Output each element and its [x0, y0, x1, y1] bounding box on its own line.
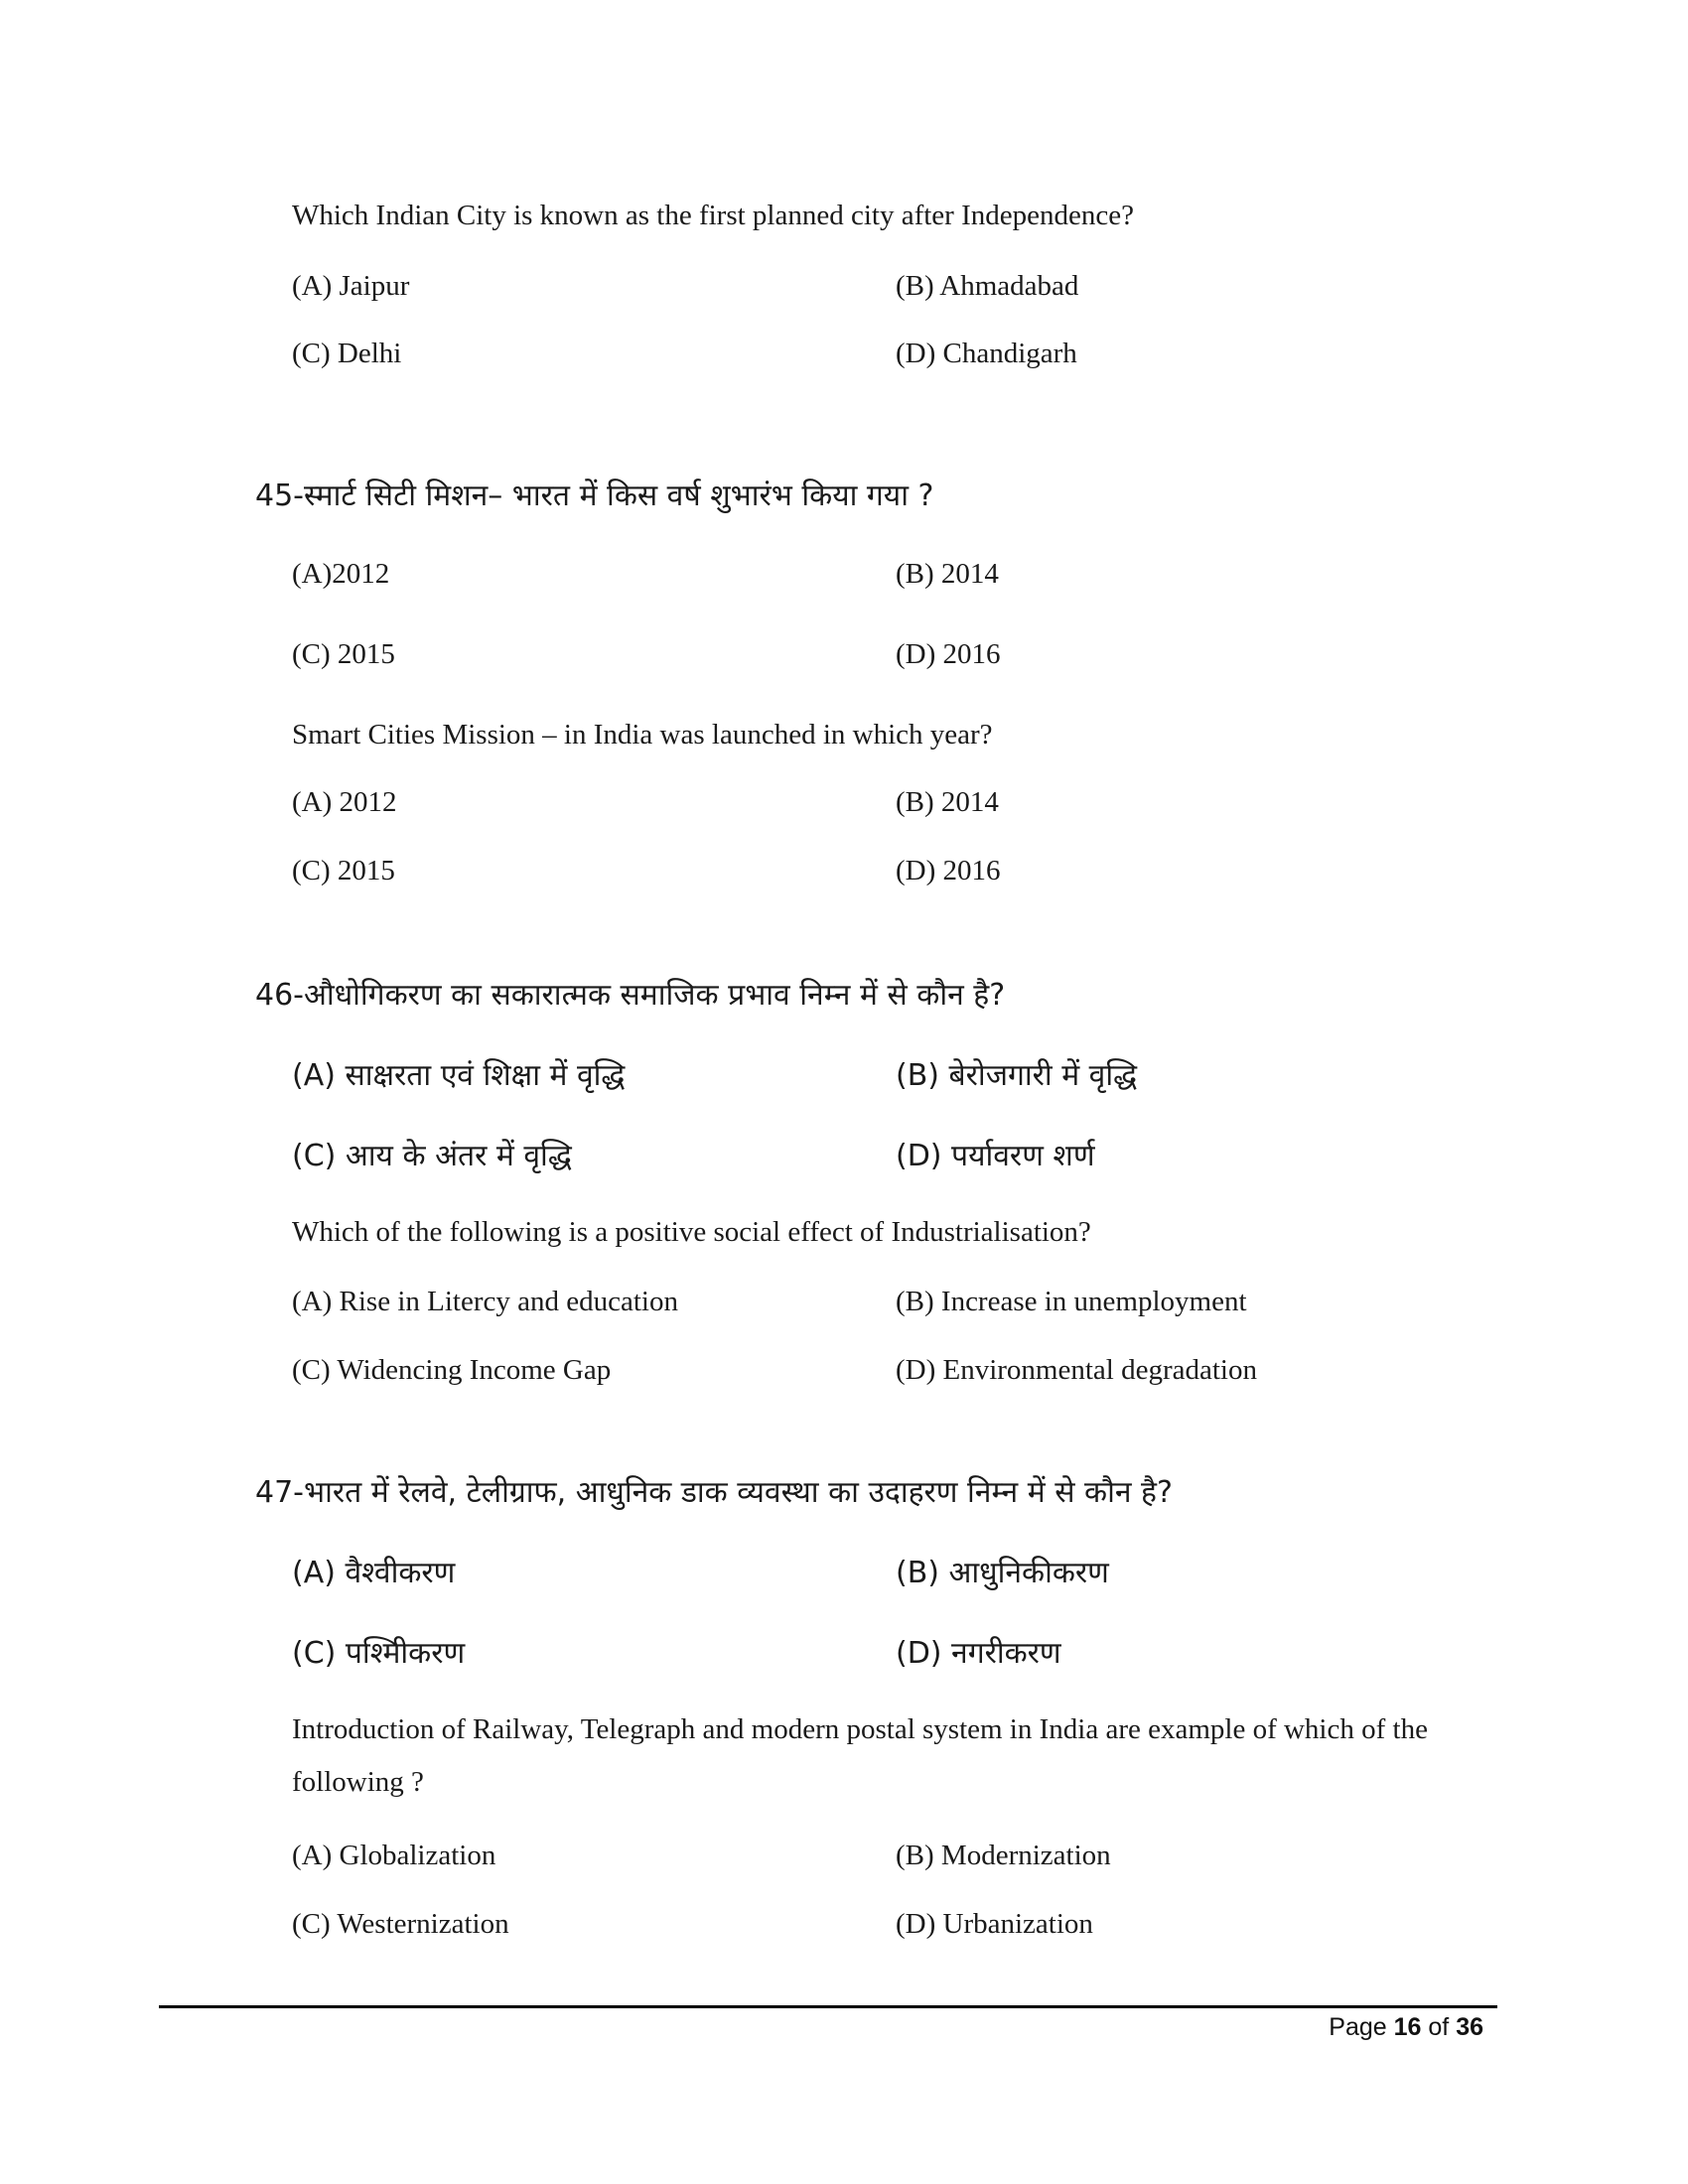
- page-of-label: of: [1421, 2013, 1457, 2041]
- q46-option-d-en: (D) Environmental degradation: [896, 1354, 1257, 1386]
- q44-option-d-en: (D) Chandigarh: [896, 338, 1077, 369]
- q46-question-en: Which of the following is a positive social effect of Industrialisation?: [292, 1216, 1091, 1248]
- q46-option-b-hi: (B) बेरोजगारी में वृद्धि: [896, 1058, 1138, 1093]
- q44-question-en: Which Indian City is known as the first planned city after Independence?: [292, 200, 1134, 231]
- q44-option-c-en: (C) Delhi: [292, 338, 402, 369]
- q45-option-d-en: (D) 2016: [896, 855, 1001, 887]
- q47-option-d-hi: (D) नगरीकरण: [896, 1636, 1061, 1671]
- page-number: [1329, 2013, 1483, 2042]
- q46-question-hi: 46-औधोगिकरण का सकारात्मक समाजिक प्रभाव निम्न में से कौन है?: [255, 978, 1006, 1013]
- q47-option-c-en: (C) Westernization: [292, 1908, 509, 1940]
- q45-question-hi: 45-स्मार्ट सिटी मिशन– भारत में किस वर्ष शुभारंभ किया गया ?: [255, 478, 934, 513]
- q47-option-a-en: (A) Globalization: [292, 1840, 496, 1871]
- q47-option-b-en: (B) Modernization: [896, 1840, 1111, 1871]
- page-label: Page: [1329, 2013, 1394, 2041]
- q46-option-c-hi: (C) आय के अंतर में वृद्धि: [292, 1139, 572, 1173]
- q45-option-c-hi: (C) 2015: [292, 638, 395, 670]
- q46-option-b-en: (B) Increase in unemployment: [896, 1286, 1247, 1317]
- q46-option-a-en: (A) Rise in Litercy and education: [292, 1286, 678, 1317]
- q47-option-a-hi: (A) वैश्वीकरण: [292, 1556, 456, 1590]
- q46-option-c-en: (C) Widencing Income Gap: [292, 1354, 612, 1386]
- q45-option-d-hi: (D) 2016: [896, 638, 1001, 670]
- q45-option-b-en: (B) 2014: [896, 786, 999, 818]
- q47-option-c-hi: (C) पश्मिीकरण: [292, 1636, 466, 1671]
- current-page: 16: [1393, 2013, 1422, 2041]
- q47-option-d-en: (D) Urbanization: [896, 1908, 1093, 1940]
- q45-option-a-en: (A) 2012: [292, 786, 397, 818]
- q46-option-a-hi: (A) साक्षरता एवं शिक्षा में वृद्धि: [292, 1058, 626, 1093]
- q47-option-b-hi: (B) आधुनिकीकरण: [896, 1556, 1109, 1590]
- total-pages: 36: [1456, 2013, 1483, 2041]
- q47-question-hi: 47-भारत में रेलवे, टेलीग्राफ, आधुनिक डाक व्यवस्था का उदाहरण निम्न में से कौन है?: [255, 1475, 1173, 1510]
- q45-option-a-hi: (A)2012: [292, 558, 390, 590]
- q45-option-b-hi: (B) 2014: [896, 558, 999, 590]
- q44-option-b-en: (B) Ahmadabad: [896, 270, 1079, 302]
- q45-question-en: Smart Cities Mission – in India was launched in which year?: [292, 719, 993, 751]
- q45-option-c-en: (C) 2015: [292, 855, 395, 887]
- footer-divider: [159, 2005, 1497, 2008]
- q44-option-a-en: (A) Jaipur: [292, 270, 410, 302]
- q46-option-d-hi: (D) पर्यावरण शर्ण: [896, 1139, 1095, 1173]
- q47-question-en: Introduction of Railway, Telegraph and modern postal system in India are example of which of the following ?: [292, 1713, 1428, 1798]
